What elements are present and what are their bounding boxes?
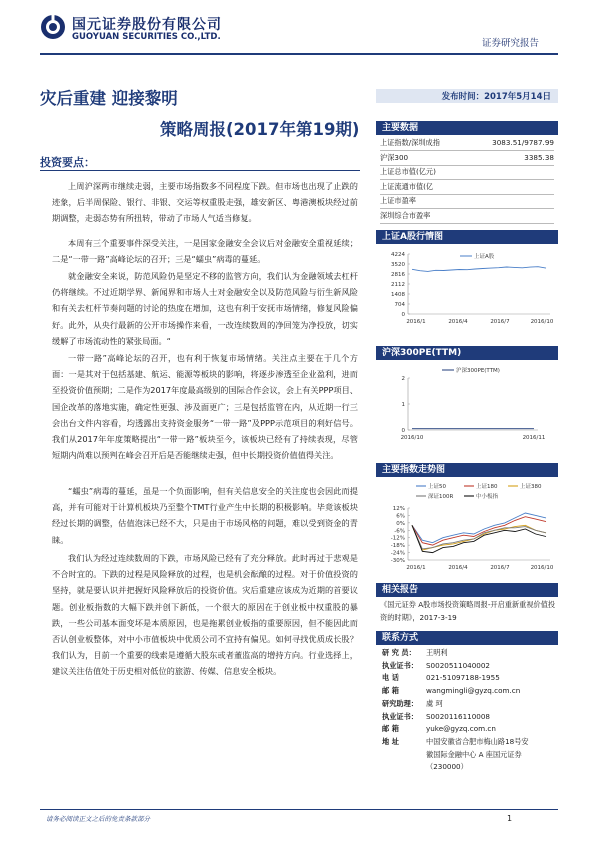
footer-divider (40, 809, 558, 810)
disclaimer: 请务必阅读正文之后的免责条款部分 (46, 815, 150, 823)
report-type: 证券研究报告 (482, 38, 540, 49)
contact-row (382, 660, 558, 673)
y-tick-label: -24% (390, 550, 405, 557)
y-tick-label: 4224 (391, 252, 405, 258)
y-tick-label: 0 (401, 312, 405, 318)
page-number: 1 (507, 814, 513, 823)
paragraph-6: 我们认为经过连续数周的下跌，市场风险已经有了充分释放。此时再过于悲观是不合时宜的。下跌的过程是风险释放的过程，也是机会酝酿的过程。对于价值投资的坚持，就是要认识并把握好风险释放后的投资价值。灾后重建应该成为近期的首要议题。创业板指数的大幅下跌并创下新低，一个很大的原因在于创业板中权重股的暴跌，一些公司基本面变坏是本质原因，也是拖累创业板指的重要原因，但不能因此而否认创业板整体，对中小市值板块中优质公司不宜持有偏见。如何寻找优质成长股？我们认为，目前一个重要的线索是遵循大股东或者董监高的增持方向。行业选择上，建议关注估值处于历史相对低位的旅游、传媒、信息安全板块。 (52, 553, 358, 677)
key-data-row (380, 209, 554, 223)
key-data-label: 沪深300 (380, 152, 409, 162)
contact-row (382, 698, 558, 711)
contact-row (382, 749, 558, 762)
key-data-row (380, 136, 554, 150)
key-data-row (380, 165, 554, 179)
report-subtitle: 策略周报(2017年第19期) (160, 120, 360, 139)
y-tick-label: 2816 (391, 272, 405, 278)
x-tick-label: 2016/4 (448, 319, 468, 325)
y-tick-label: -18% (390, 543, 405, 550)
contact-value: 中国安徽省合肥市梅山路18号安 (426, 736, 529, 746)
y-tick-label: 2 (401, 376, 405, 382)
index-price-chart (378, 248, 558, 328)
series-line (412, 517, 546, 545)
key-data-value: 3385.38 (524, 152, 554, 162)
x-tick-label: 2016/4 (448, 565, 468, 571)
contact-value: yuke@gyzq.com.cn (426, 724, 496, 734)
contact-value: S0020511040002 (426, 660, 491, 670)
key-data-label: 上证指数/深圳成指 (380, 138, 440, 147)
y-tick-label: -30% (390, 558, 405, 564)
paragraph-5: “蠕虫”病毒的蔓延，虽是一个负面影响，但有关信息安全的关注度也会因此而提高，并有可能对于计算机板块乃至整个TMT行业产生中长期的积极影响。毕竟该板块经过长期的调整，估值泡沫已经不大，只是由于市场风格的问题，难以受到资金的青睐。 (52, 486, 358, 545)
key-data-label: 上证流通市值(亿 (380, 181, 434, 191)
y-tick-label: 12% (392, 506, 405, 512)
related-heading: 相关报告 (376, 583, 558, 597)
legend-label: 深证100R (428, 494, 454, 500)
contact-heading: 联系方式 (376, 631, 558, 645)
key-data-row (380, 151, 554, 165)
report-title: 灾后重建 迎接黎明 (40, 89, 178, 108)
pe-ttm-chart (378, 362, 558, 444)
key-data-row-divider (380, 223, 554, 224)
y-tick-label: 0% (396, 520, 405, 527)
y-tick-label: 6% (396, 513, 405, 520)
contact-label: 执业证书： (382, 660, 418, 670)
key-data-label: 上证总市值(亿元) (380, 167, 436, 176)
y-tick-label: 704 (394, 302, 405, 308)
contact-row (382, 723, 558, 736)
related-report: 《国元证券 A股市场投资策略周报-开启重新重视价值投资的时期》，2017-3-19 (380, 600, 556, 622)
key-data-heading: 主要数据 (376, 121, 558, 135)
contact-label: 研 究 员： (382, 648, 416, 657)
y-tick-label: -6% (394, 528, 405, 535)
contact-value: 王明利 (426, 648, 448, 657)
contact-value: 徽国际金融中心 A 座国元证券 (426, 749, 522, 759)
major-indices-chart (378, 480, 558, 572)
x-tick-label: 2016/10 (530, 319, 554, 325)
contact-label: 邮 箱 (382, 724, 399, 734)
key-data-row (380, 194, 554, 208)
contact-value: （230000） (426, 762, 468, 772)
key-data-label: 深圳综合市盈率 (380, 210, 431, 220)
chart2-heading: 沪深300PE(TTM) (376, 346, 558, 360)
chart3-heading: 主要指数走势图 (376, 463, 558, 477)
paragraph-4: 一带一路”高峰论坛的召开，也有利于恢复市场情绪。关注点主要在于几个方面：一是其对于包括基建、航运、能源等板块的影响，将逐步渗透至企业盈利，进而至投资价值预期；二是作为2017年度最高级别的国际合作会议，会上有关PPP项目、国企改革的落地实施，确定性更强、涉及面更广；三是包括监管在内，从近期一行三会出台文件内容看，均透露出支持资金服务“一带一路”及PPP示范项目的利好信号。我们从2017年年度策略提出“一带一路”板块至今，该板块已经有了持续表现，尽管短期内尚难以预判在峰会召开后是否能继续走强，但中长期投资价值值得关注。 (52, 353, 358, 461)
legend-label: 沪深300PE(TTM) (456, 368, 500, 374)
contact-row (382, 647, 558, 660)
y-tick-label: 3520 (391, 262, 405, 268)
publish-date: 发布时间：2017年5月14日 (441, 92, 551, 102)
legend-label: 上证380 (520, 484, 542, 490)
company-name-cn: 国元证券股份有限公司 (72, 17, 222, 33)
x-tick-label: 2016/1 (406, 565, 426, 571)
series-line (412, 267, 546, 272)
header-divider (40, 53, 558, 55)
section-heading: 投资要点： (40, 156, 95, 169)
contact-row (382, 761, 558, 774)
x-tick-label: 2016/10 (400, 435, 424, 441)
contact-label: 地 址 (382, 736, 399, 746)
company-logo-icon (40, 14, 66, 40)
paragraph-2: 本周有三个重要事件深受关注，一是国家金融安全会议后对金融安全重视延续；二是“一带一路”高峰论坛的召开；三是“蠕虫”病毒的蔓延。 (52, 238, 358, 265)
key-data-label: 上证市盈率 (380, 196, 416, 205)
contact-row (382, 736, 558, 749)
chart1-heading: 上证A股行情图 (376, 230, 558, 244)
contact-value: 虞 珂 (426, 698, 443, 708)
contact-value: S0020116110008 (426, 711, 491, 721)
contact-value: wangmingli@gyzq.com.cn (426, 686, 521, 696)
y-tick-label: 1 (401, 402, 405, 408)
x-tick-label: 2016/11 (522, 435, 546, 441)
series-line (412, 525, 546, 552)
contact-label: 邮 箱 (382, 686, 399, 696)
section-divider (40, 170, 360, 171)
y-tick-label: 1408 (391, 292, 405, 298)
contact-row (382, 672, 558, 685)
contact-row (382, 685, 558, 698)
y-tick-label: 2112 (391, 282, 405, 288)
paragraph-1: 上周沪深两市继续走弱，主要市场指数多不同程度下跌。但市场也出现了止跌的迹象，后半周保险、银行、非银、交运等权重股走强，雄安新区、粤港澳板块经过前期调整，走弱态势有所扭转，带动了市场人气适当修复。 (52, 181, 358, 224)
x-tick-label: 2016/10 (530, 565, 554, 571)
x-tick-label: 2016/7 (490, 565, 510, 571)
contact-value: 021-51097188-1955 (426, 673, 500, 683)
y-tick-label: -12% (390, 535, 405, 542)
contact-label: 执业证书： (382, 711, 418, 721)
contact-label: 电 话 (382, 673, 399, 683)
x-tick-label: 2016/1 (406, 319, 426, 325)
y-tick-label: 0 (401, 428, 405, 434)
paragraph-3: 就金融安全来说，防范风险仍是坚定不移的监管方向，我们认为金融领域去杠杆仍将继续。不过近期学界、新闻界和市场人士对金融安全以及防范风险与衍生新风险和有关去杠杆节奏问题的讨论的热度在增加，这也有利于安抚市场情绪，修复风险偏好。此外，从央行最新的公开市场操作来看，一改连续数周的净回笼为净投放，切实缓解了市场流动性的紧张局面。“ (52, 271, 358, 346)
legend-label: 上证50 (428, 484, 446, 490)
contact-row (382, 711, 558, 724)
x-tick-label: 2016/7 (490, 319, 510, 325)
key-data-value: 3083.51/9787.99 (492, 138, 554, 147)
company-name-en: GUOYUAN SECURITIES CO.,LTD. (72, 32, 221, 42)
contact-label: 研究助理： (382, 698, 418, 708)
legend-label: 上证180 (476, 484, 498, 490)
legend-label: 上证A股 (474, 254, 495, 260)
key-data-row (380, 180, 554, 194)
legend-label: 中小板指 (476, 494, 499, 500)
